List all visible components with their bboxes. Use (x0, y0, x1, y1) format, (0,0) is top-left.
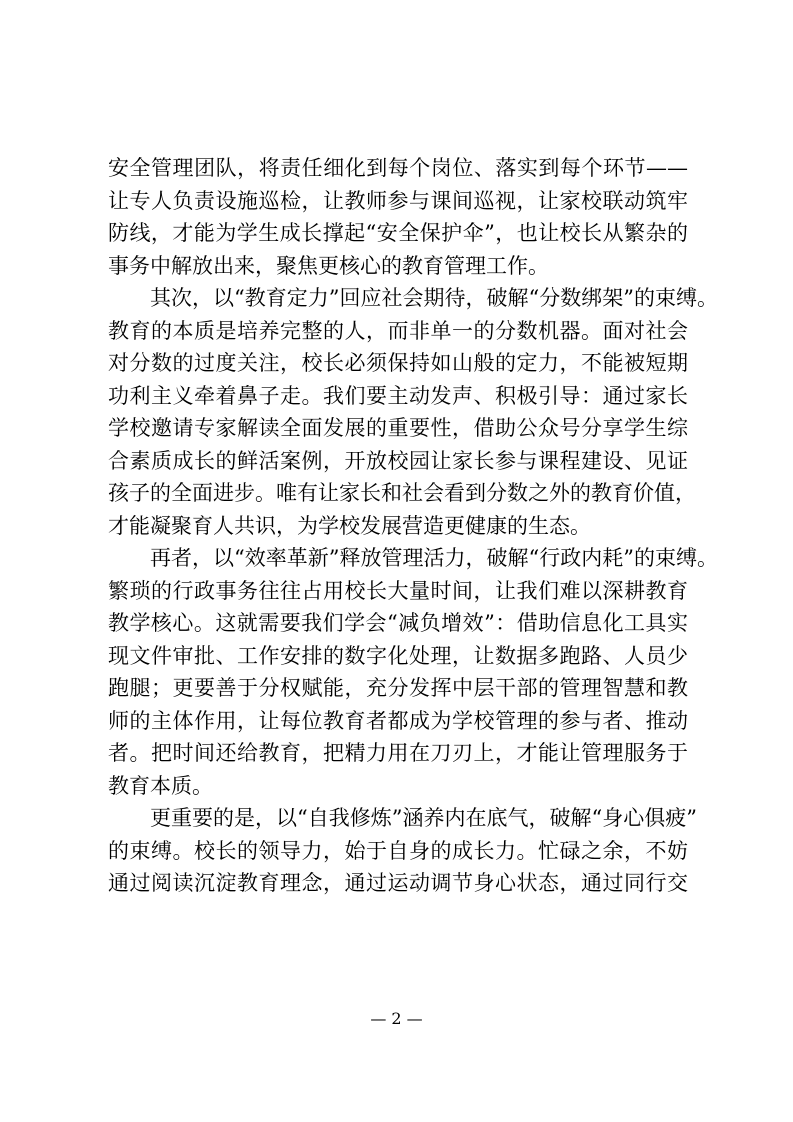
text-line: 的束缚。校长的领导力，始于自身的成长力。忙碌之余，不妨 (108, 838, 688, 863)
text-line: 学校邀请专家解读全面发展的重要性，借助公众号分享学生综 (108, 416, 688, 440)
paragraph-4 (108, 802, 697, 900)
paragraph-2 (108, 282, 718, 542)
text-line: 合素质成长的鲜活案例，开放校园让家长参与课程建设、见证 (108, 448, 688, 473)
text-line: 教育本质。 (108, 773, 213, 798)
text-line: 防线，才能为学生成长撑起“安全保护伞”，也让校长从繁杂的 (108, 221, 688, 245)
text-line: 事务中解放出来，聚焦更核心的教育管理工作。 (108, 253, 549, 278)
paragraph-1 (108, 152, 688, 282)
text-line: 现文件审批、工作安排的数字化处理，让数据多跑路、人员少 (108, 643, 688, 668)
text-line: 对分数的过度关注，校长必须保持如山般的定力，不能被短期 (108, 351, 688, 375)
document-body (108, 152, 718, 900)
paragraph-3 (108, 542, 718, 802)
text-line: 教学核心。这就需要我们学会“减负增效”：借助信息化工具实 (108, 611, 688, 635)
text-line: 师的主体作用，让每位教育者都成为学校管理的参与者、推动 (108, 708, 688, 733)
text-line: 功利主义牵着鼻子走。我们要主动发声、积极引导：通过家长 (108, 383, 688, 408)
text-line: 让专人负责设施巡检，让教师参与课间巡视，让家校联动筑牢 (108, 188, 688, 213)
text-line: 才能凝聚育人共识，为学校发展营造更健康的生态。 (108, 513, 591, 538)
page-number: — 2 — (370, 1009, 423, 1028)
text-line: 安全管理团队，将责任细化到每个岗位、落实到每个环节—— (108, 156, 688, 180)
text-line: 孩子的全面进步。唯有让家长和社会看到分数之外的教育价值， (108, 481, 696, 505)
text-line: 再者，以“效率革新”释放管理活力，破解“行政内耗”的束缚。 (150, 546, 718, 570)
text-line: 其次，以“教育定力”回应社会期待，破解“分数绑架”的束缚。 (150, 286, 718, 310)
text-line: 跑腿；更要善于分权赋能，充分发挥中层干部的管理智慧和教 (108, 676, 688, 700)
text-line: 更重要的是，以“自我修炼”涵养内在底气，破解“身心俱疲” (150, 806, 697, 830)
text-line: 繁琐的行政事务往往占用校长大量时间，让我们难以深耕教育 (108, 578, 688, 603)
text-line: 通过阅读沉淀教育理念，通过运动调节身心状态，通过同行交 (108, 871, 688, 895)
text-line: 者。把时间还给教育，把精力用在刀刃上，才能让管理服务于 (108, 741, 688, 765)
text-line: 教育的本质是培养完整的人，而非单一的分数机器。面对社会 (108, 318, 688, 343)
